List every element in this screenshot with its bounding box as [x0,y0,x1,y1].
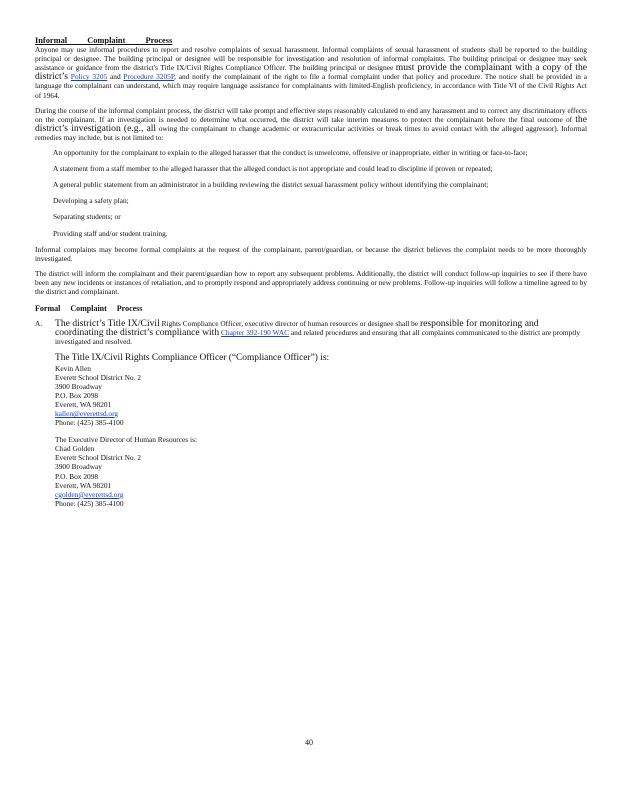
chapter-392-190-wac-link[interactable]: Chapter 392-190 WAC [220,328,289,338]
informal-paragraph-3: Informal complaints may become formal complaints at the request of the complainant, parent/guardian, or because the district believes the complaint needs to be more thoroughly investigated. [35,244,587,263]
exec-name: Chad Golden [55,444,95,454]
compliance-officer-title: The Title IX/Civil Rights Compliance Officer (“Compliance Officer”) is: [55,353,330,364]
compliance-officer-block [55,354,587,508]
exec-po: P.O. Box 2098 [55,471,99,481]
bullet-icon [35,180,53,189]
officer-po: P.O. Box 2098 [55,390,99,400]
list-item: An opportunity for the complainant to explain to the alleged harasser that the conduct is unwelcome, offensive or inappropriate, either in writing or face-to-face; [35,148,587,157]
exec-org: Everett School District No. 2 [55,453,142,463]
exec-director-title: The Executive Director of Human Resources is: [55,435,198,445]
a-text-4: and related procedures and ensuring that all complaints communicated to the district are promptly investigated and resolved. [55,328,581,347]
p2-text-a: During the course of the informal complaint process, the district will take prompt and effective steps reasonably calculated to end any harassment and to correct any discriminatory effects on the complainant. If an investigation is needed to determine what occurred, the district will take interim measures to protect the complainant before the final outcome of [35,105,587,124]
exec-phone: Phone: (425) 385-4100 [55,498,124,508]
officer-street: 3900 Broadway [55,381,103,391]
p1-and: and [109,72,121,82]
informal-paragraph-1 [35,45,587,100]
exec-street: 3900 Broadway [55,462,103,472]
list-item: A statement from a staff member to the alleged harasser that the alleged conduct is not appropriate and could lead to discipline if proven or repeated; [35,164,587,173]
a-text-2: Rights Compliance Officer, executive director of human resources or designee shall be [161,319,419,329]
exec-email-link[interactable]: cgolden@everettsd.org [55,489,124,499]
list-item: Developing a safety plan; [35,196,587,205]
p2-text-b: the district’s investigation (e.g., all [35,113,587,134]
exec-city: Everett, WA 98201 [55,480,112,490]
officer-name: Kevin Allen [55,363,91,373]
p1-text-c: , and notify the complainant of the right to file a formal complaint under that policy and procedure. The notice shall be provided in a language the complainant can understand, which may require language assistance for complainants with limited-English proficiency, in accordance with Title VI of the Civil Rights Act of 1964. [35,72,587,100]
officer-email-link[interactable]: kallen@everettsd.org [55,409,119,418]
a-text-1: The district’s Title IX/Civil [55,318,160,330]
bullet-icon [35,229,53,238]
bullet-icon [35,164,53,173]
list-item: Separating students; or [35,212,587,221]
informal-paragraph-4: The district will inform the complainant and their parent/guardian how to report any subsequent problems. Additionally, the district will conduct follow-up inquiries to see if there have been any new incidents or instances of retaliation, and to promptly respond and appropriately address continuing or new problems. Follow-up inquiries will follow a timeline agreed to by the district and complainant. [35,268,587,296]
informal-paragraph-2 [35,106,587,142]
list-item: A general public statement from an administrator in a building reviewing the district sexual harassment policy without identifying the complainant; [35,180,587,189]
officer-city: Everett, WA 98201 [55,399,112,409]
bullet-icon [35,148,53,157]
bullet-icon [35,212,53,221]
procedure-3205p-link[interactable]: Procedure 3205P [123,72,175,82]
page-number: 40 [305,738,313,747]
informal-heading: Informal Complaint Process [35,36,173,45]
section-a-marker: A. [35,319,43,329]
officer-org: Everett School District No. 2 [55,372,142,382]
a-text-3: responsible for monitoring and coordinating the district’s compliance with [55,318,539,339]
formal-heading: Formal Complaint Process [35,304,143,314]
officer-phone: Phone: (425) 385-4100 [55,418,124,428]
list-item: Providing staff and/or student training. [35,229,587,238]
document-page [35,36,587,508]
p1-text-a: Anyone may use informal procedures to report and resolve complaints of sexual harassment. Informal complaints of sexual harassment of students shall be reported to the building principal or designee. The building principal or designee will be responsible for investigation and resolution of informal complaints. The building principal or designee may seek assistance or guidance from the district's Title IX/Civil Rights Compliance Officer. The building principal or designee [35,45,587,73]
p1-text-b: must provide the complainant with a copy of the district’s [35,62,588,83]
formal-section-a [35,319,587,346]
p2-text-c: owing the complainant to change academic or extracurricular activities or break times to avoid contact with the alleged aggressor). Informal remedies may include, but is not limited to: [35,123,587,142]
bullet-icon [35,196,53,205]
policy-3205-link[interactable]: Policy 3205 [70,72,108,82]
